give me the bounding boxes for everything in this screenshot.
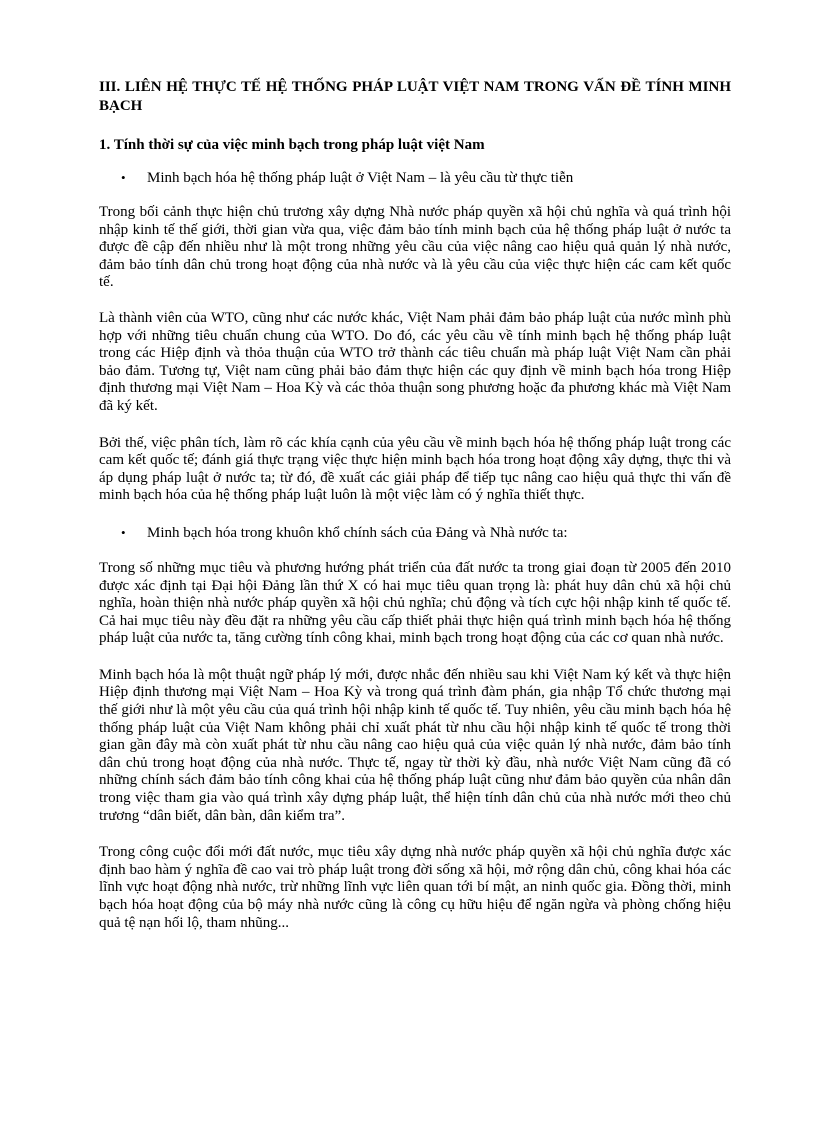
bullet-dot-icon: •	[121, 170, 126, 185]
paragraph-6: Trong công cuộc đổi mới đất nước, mục tiêu xây dựng nhà nước pháp quyền xã hội chủ nghĩa được xác định bao hàm ý nghĩa đề cao vai trò pháp luật trong đời sống xã hội, mở rộng dân chủ, công khai hóa các lĩnh vực hoạt động nhà nước, trừ những lĩnh vực liên quan tới bí mật, an ninh quốc gia. Đồng thời, minh bạch hóa hoạt động của bộ máy nhà nước cũng là công cụ hữu hiệu để ngăn ngừa và phòng chống hiệu quả tệ nạn hối lộ, tham nhũng...	[99, 844, 731, 931]
bullet-item-1	[99, 169, 731, 187]
section-heading: III. LIÊN HỆ THỰC TẾ HỆ THỐNG PHÁP LUẬT VIỆT NAM TRONG VẤN ĐỀ TÍNH MINH BẠCH	[99, 79, 731, 114]
paragraph-2: Là thành viên của WTO, cũng như các nước khác, Việt Nam phải đảm bảo pháp luật của nước mình phù hợp với những tiêu chuẩn chung của WTO. Do đó, các yêu cầu về tính minh bạch hệ thống pháp luật trong các Hiệp định và thỏa thuận của WTO trở thành các tiêu chuẩn mà pháp luật Việt Nam cần phải bảo đảm. Tương tự, Việt nam cũng phải bảo đảm thực hiện các quy định về minh bạch hóa trong Hiệp định thương mại Việt Nam – Hoa Kỳ và các thỏa thuận song phương hoặc đa phương khác mà Việt Nam đã ký kết.	[99, 309, 731, 414]
bullet-item-2	[99, 524, 731, 542]
document-page	[99, 78, 731, 932]
bullet-text-1: Minh bạch hóa hệ thống pháp luật ở Việt Nam – là yêu cầu từ thực tiễn	[147, 170, 574, 186]
paragraph-5: Minh bạch hóa là một thuật ngữ pháp lý mới, được nhắc đến nhiều sau khi Việt Nam ký kết và thực hiện Hiệp định thương mại Việt Nam – Hoa Kỳ và trong quá trình đàm phán, gia nhập Tổ chức thương mại thế giới như là một yêu cầu của quá trình hội nhập kinh tế quốc tế. Tuy nhiên, yêu cầu minh bạch hóa hệ thống pháp luật của Việt Nam không phải chỉ xuất phát từ nhu cầu hội nhập kinh tế quốc tế trong thời gian gần đây mà còn xuất phát từ nhu cầu nâng cao hiệu quả của việc quản lý nhà nước, đảm bảo tính dân chủ trong hoạt động của nhà nước. Thực tế, ngay từ thời kỳ đầu, nhà nước Việt Nam cũng đã có những chính sách đảm bảo tính công khai của hệ thống pháp luật cũng như đảm bảo quyền của nhân dân trong việc tham gia vào quá trình xây dựng pháp luật, thể hiện tính dân chủ của nhà nước mới theo chủ trương “dân biết, dân bàn, dân kiểm tra”.	[99, 666, 731, 824]
bullet-dot-icon: •	[121, 524, 126, 540]
bullet-text-2: Minh bạch hóa trong khuôn khổ chính sách của Đảng và Nhà nước ta:	[147, 524, 568, 541]
paragraph-3: Bởi thế, việc phân tích, làm rõ các khía cạnh của yêu cầu về minh bạch hóa hệ thống pháp luật trong các cam kết quốc tế; đánh giá thực trạng việc thực hiện minh bạch hóa trong hoạt động xây dựng, thực thi và áp dụng pháp luật ở nước ta; từ đó, đề xuất các giải pháp để tiếp tục nâng cao hiệu quả thực thi vấn đề minh bạch hóa của hệ thống pháp luật luôn là một việc làm có ý nghĩa thiết thực.	[99, 434, 731, 504]
subsection-heading: 1. Tính thời sự của việc minh bạch trong pháp luật việt Nam	[99, 137, 485, 153]
paragraph-1: Trong bối cảnh thực hiện chủ trương xây dựng Nhà nước pháp quyền xã hội chủ nghĩa và quá trình hội nhập kinh tế thế giới, thời gian vừa qua, việc đảm bảo tính minh bạch của hệ thống pháp luật ở nước ta được đề cập đến nhiều như là một trong những yêu cầu của việc nâng cao hiệu quả quản lý nhà nước, đảm bảo tính dân chủ trong hoạt động của nhà nước và là yêu cầu của việc thực hiện các cam kết quốc tế.	[99, 204, 731, 291]
paragraph-4: Trong số những mục tiêu và phương hướng phát triển của đất nước ta trong giai đoạn từ 2005 đến 2010 được xác định tại Đại hội Đảng lần thứ X có hai mục tiêu quan trọng là: phát huy dân chủ xã hội chủ nghĩa, hoàn thiện nhà nước pháp quyền xã hội chủ nghĩa; chủ động và tích cực hội nhập kinh tế quốc tế. Cả hai mục tiêu này đều đặt ra những yêu cầu cấp thiết phải thực hiện quá trình minh bạch hóa hệ thống pháp luật của nước ta, tăng cường tính công khai, minh bạch trong hoạt động của các cơ quan nhà nước.	[99, 559, 731, 647]
